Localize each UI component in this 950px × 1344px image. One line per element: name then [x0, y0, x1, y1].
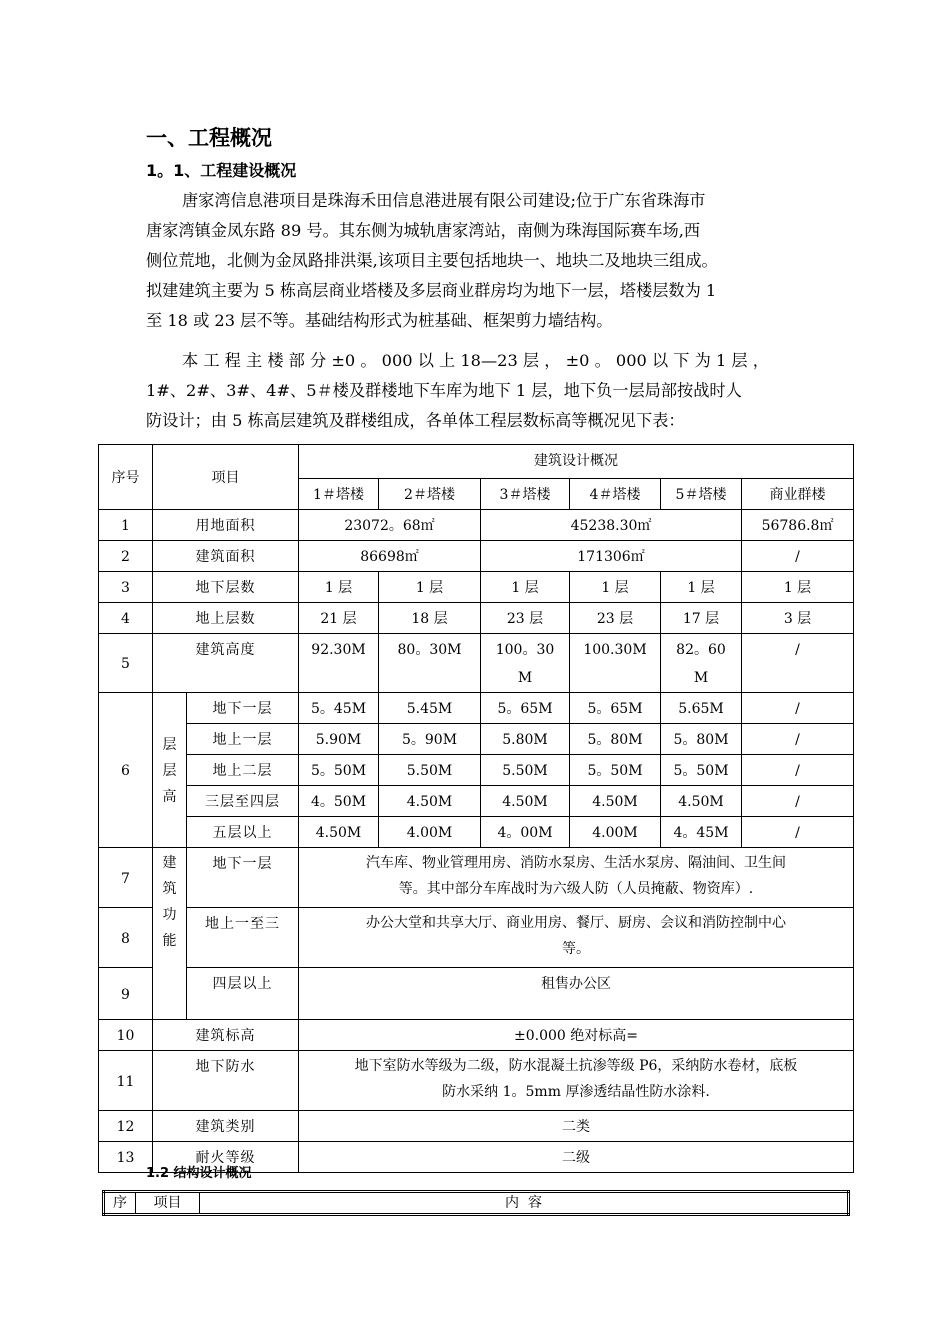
cell-text: 办公大堂和共享大厅、商业用房、餐厅、厨房、会议和消防控制中心: [366, 915, 787, 931]
table-row: [99, 755, 854, 786]
table-row: [99, 786, 854, 817]
cell-value: ±0.000 绝对标高=: [299, 1020, 854, 1051]
row-label: 用地面积: [153, 510, 299, 541]
group-char: 层: [162, 737, 177, 753]
table-row: [99, 1051, 854, 1111]
cell-text: 等。: [562, 941, 591, 957]
paragraph-line: 拟建建筑主要为 5 栋高层商业塔楼及多层商业群房均为地下一层，塔楼层数为 1: [146, 281, 717, 300]
cell-value: /: [742, 786, 854, 817]
cell-value: 1 层: [481, 572, 570, 603]
header-seq: 序: [104, 1192, 136, 1215]
cell-value: 5。50M: [299, 755, 379, 786]
cell-value: 1 层: [570, 572, 661, 603]
paragraph-line: 侧位荒地，北侧为金凤路排洪渠,该项目主要包括地块一、地块二及地块三组成。: [146, 251, 718, 270]
cell-value: 92.30M: [299, 634, 379, 693]
paragraph-line: 唐家湾镇金凤东路 89 号。其东侧为城轨唐家湾站，南侧为珠海国际赛车场,西: [146, 221, 701, 240]
paragraph-line: 唐家湾信息港项目是珠海禾田信息港进展有限公司建设;位于广东省珠海市: [182, 191, 706, 210]
row-label: 建筑标高: [153, 1020, 299, 1051]
table-row: [99, 1111, 854, 1142]
header-seq: 序号: [99, 445, 153, 510]
cell-value: 4。00M: [481, 817, 570, 848]
cell-text: 等。其中部分车库战时为六级人防（人员掩蔽、物资库）.: [398, 881, 754, 897]
group-char: 建: [162, 855, 177, 871]
cell-value: 23072。68㎡: [299, 510, 481, 541]
row-seq: 2: [99, 541, 153, 572]
cell-value: 5。50M: [570, 755, 661, 786]
table-row: [99, 541, 854, 572]
cell-value: 21 层: [299, 603, 379, 634]
cell-value: [299, 1051, 854, 1111]
header-building: 4＃塔楼: [570, 479, 661, 510]
row-label: 耐火等级: [153, 1142, 299, 1173]
cell-value: 1 层: [661, 572, 742, 603]
header-item: 项目: [153, 445, 299, 510]
cell-value: 4。50M: [299, 786, 379, 817]
table-row: [99, 968, 854, 1020]
cell-value: 租售办公区: [299, 968, 854, 1020]
cell-value: [661, 634, 742, 693]
row-label: 建筑类别: [153, 1111, 299, 1142]
row-label: 地下层数: [153, 572, 299, 603]
cell-text: 100。30: [495, 642, 555, 658]
table-row: [99, 817, 854, 848]
structural-design-table: [102, 1190, 850, 1216]
cell-value: 1 层: [379, 572, 481, 603]
paragraph-line: 至 18 或 23 层不等。基础结构形式为桩基础、框架剪力墙结构。: [146, 311, 613, 330]
cell-value: 45238.30㎡: [481, 510, 742, 541]
group-char: 筑: [162, 881, 177, 897]
cell-value: 5。50M: [661, 755, 742, 786]
group-char: 高: [162, 789, 177, 805]
row-label: 建筑面积: [153, 541, 299, 572]
cell-text: 82。60: [676, 642, 726, 658]
row-seq: 4: [99, 603, 153, 634]
cell-value: /: [742, 817, 854, 848]
cell-value: 5。65M: [570, 693, 661, 724]
row-seq: 12: [99, 1111, 153, 1142]
group-label-function: [153, 848, 187, 1020]
row-seq: 10: [99, 1020, 153, 1051]
header-design-overview: 建筑设计概况: [299, 445, 854, 479]
cell-text: 防水采纳 1。5mm 厚渗透结晶性防水涂料.: [442, 1084, 710, 1100]
cell-value: /: [742, 693, 854, 724]
building-overview-table: [98, 444, 854, 1173]
header-content: 内 容: [200, 1192, 849, 1215]
row-seq: 11: [99, 1051, 153, 1111]
cell-value: [299, 908, 854, 968]
structural-design-heading: 1.2 结构设计概况: [146, 1166, 252, 1181]
header-building: 1＃塔楼: [299, 479, 379, 510]
row-seq: 8: [99, 908, 153, 968]
cell-value: 171306㎡: [481, 541, 742, 572]
cell-value: 4.50M: [379, 786, 481, 817]
cell-value: 4。45M: [661, 817, 742, 848]
cell-value: 86698㎡: [299, 541, 481, 572]
cell-value: 5.90M: [299, 724, 379, 755]
cell-value: 1 层: [299, 572, 379, 603]
group-char: 层: [162, 763, 177, 779]
row-seq: 13: [99, 1142, 153, 1173]
cell-value: 5。45M: [299, 693, 379, 724]
row-label: 地上一至三: [187, 908, 299, 968]
cell-value: /: [742, 755, 854, 786]
row-label: 地上一层: [187, 724, 299, 755]
cell-value: 5。80M: [570, 724, 661, 755]
paragraph-line: 本 工 程 主 楼 部 分 ±0 。 000 以 上 18—23 层 ， ±0 。 000 以 下 为 1 层 ，: [182, 351, 769, 370]
cell-value: 4.50M: [661, 786, 742, 817]
cell-text: M: [517, 670, 533, 686]
table-row: [99, 603, 854, 634]
table-row: [99, 634, 854, 693]
cell-value: 5.50M: [481, 755, 570, 786]
cell-value: 5。65M: [481, 693, 570, 724]
table-row: [99, 1020, 854, 1051]
cell-value: 80。30M: [379, 634, 481, 693]
cell-value: 17 层: [661, 603, 742, 634]
cell-value: 4.50M: [570, 786, 661, 817]
group-char: 功: [162, 907, 177, 923]
row-label: 地下防水: [153, 1051, 299, 1111]
cell-value: 100.30M: [570, 634, 661, 693]
cell-value: 3 层: [742, 603, 854, 634]
header-building: 2＃塔楼: [379, 479, 481, 510]
row-label: 五层以上: [187, 817, 299, 848]
cell-text: M: [693, 670, 709, 686]
paragraph-overview: [146, 346, 806, 436]
row-label: 三层至四层: [187, 786, 299, 817]
row-label: 建筑高度: [153, 634, 299, 693]
subsection-heading: 1。1、工程建设概况: [146, 161, 297, 180]
cell-value: 5。80M: [661, 724, 742, 755]
cell-text: 汽车库、物业管理用房、消防水泵房、生活水泵房、隔油间、卫生间: [366, 855, 787, 871]
cell-value: 23 层: [570, 603, 661, 634]
cell-value: 5.45M: [379, 693, 481, 724]
row-seq: 6: [99, 693, 153, 848]
table-row: [99, 848, 854, 908]
row-label: 地上二层: [187, 755, 299, 786]
table-row: [99, 908, 854, 968]
cell-value: 5.50M: [379, 755, 481, 786]
header-item: 项目: [136, 1192, 200, 1215]
cell-value: 18 层: [379, 603, 481, 634]
cell-value: 5.80M: [481, 724, 570, 755]
paragraph-line: 防设计；由 5 栋高层建筑及群楼组成，各单体工程层数标高等概况见下表：: [146, 411, 685, 430]
cell-value: 4.50M: [481, 786, 570, 817]
table-row: [99, 572, 854, 603]
cell-value: 5.65M: [661, 693, 742, 724]
group-label-floor-height: [153, 693, 187, 848]
cell-value: 56786.8㎡: [742, 510, 854, 541]
table-row: [99, 724, 854, 755]
header-building: 3＃塔楼: [481, 479, 570, 510]
paragraph-line: 1#、2#、3#、4#、5＃楼及群楼地下车库为地下 1 层，地下负一层局部按战时人: [146, 381, 742, 400]
paragraph-intro: [146, 186, 806, 336]
group-char: 能: [162, 933, 177, 949]
cell-text: 地下室防水等级为二级，防水混凝土抗渗等级 P6，采纳防水卷材，底板: [354, 1058, 798, 1074]
row-label: 地下一层: [187, 693, 299, 724]
table-row: [99, 510, 854, 541]
cell-value: 23 层: [481, 603, 570, 634]
cell-value: /: [742, 541, 854, 572]
cell-value: 二级: [299, 1142, 854, 1173]
cell-value: [481, 634, 570, 693]
row-label: 地下一层: [187, 848, 299, 908]
row-label: 四层以上: [187, 968, 299, 1020]
section-heading: 一、工程概况: [146, 126, 272, 150]
row-seq: 3: [99, 572, 153, 603]
cell-value: /: [742, 634, 854, 693]
row-seq: 7: [99, 848, 153, 908]
row-seq: 5: [99, 634, 153, 693]
row-label: 地上层数: [153, 603, 299, 634]
cell-value: 二类: [299, 1111, 854, 1142]
cell-value: [299, 848, 854, 908]
cell-value: 4.00M: [379, 817, 481, 848]
header-building: 5＃塔楼: [661, 479, 742, 510]
row-seq: 1: [99, 510, 153, 541]
cell-value: 4.00M: [570, 817, 661, 848]
row-seq: 9: [99, 968, 153, 1020]
header-building: 商业群楼: [742, 479, 854, 510]
cell-value: /: [742, 724, 854, 755]
cell-value: 4.50M: [299, 817, 379, 848]
cell-value: 1 层: [742, 572, 854, 603]
table-row: [99, 693, 854, 724]
cell-value: 5。90M: [379, 724, 481, 755]
